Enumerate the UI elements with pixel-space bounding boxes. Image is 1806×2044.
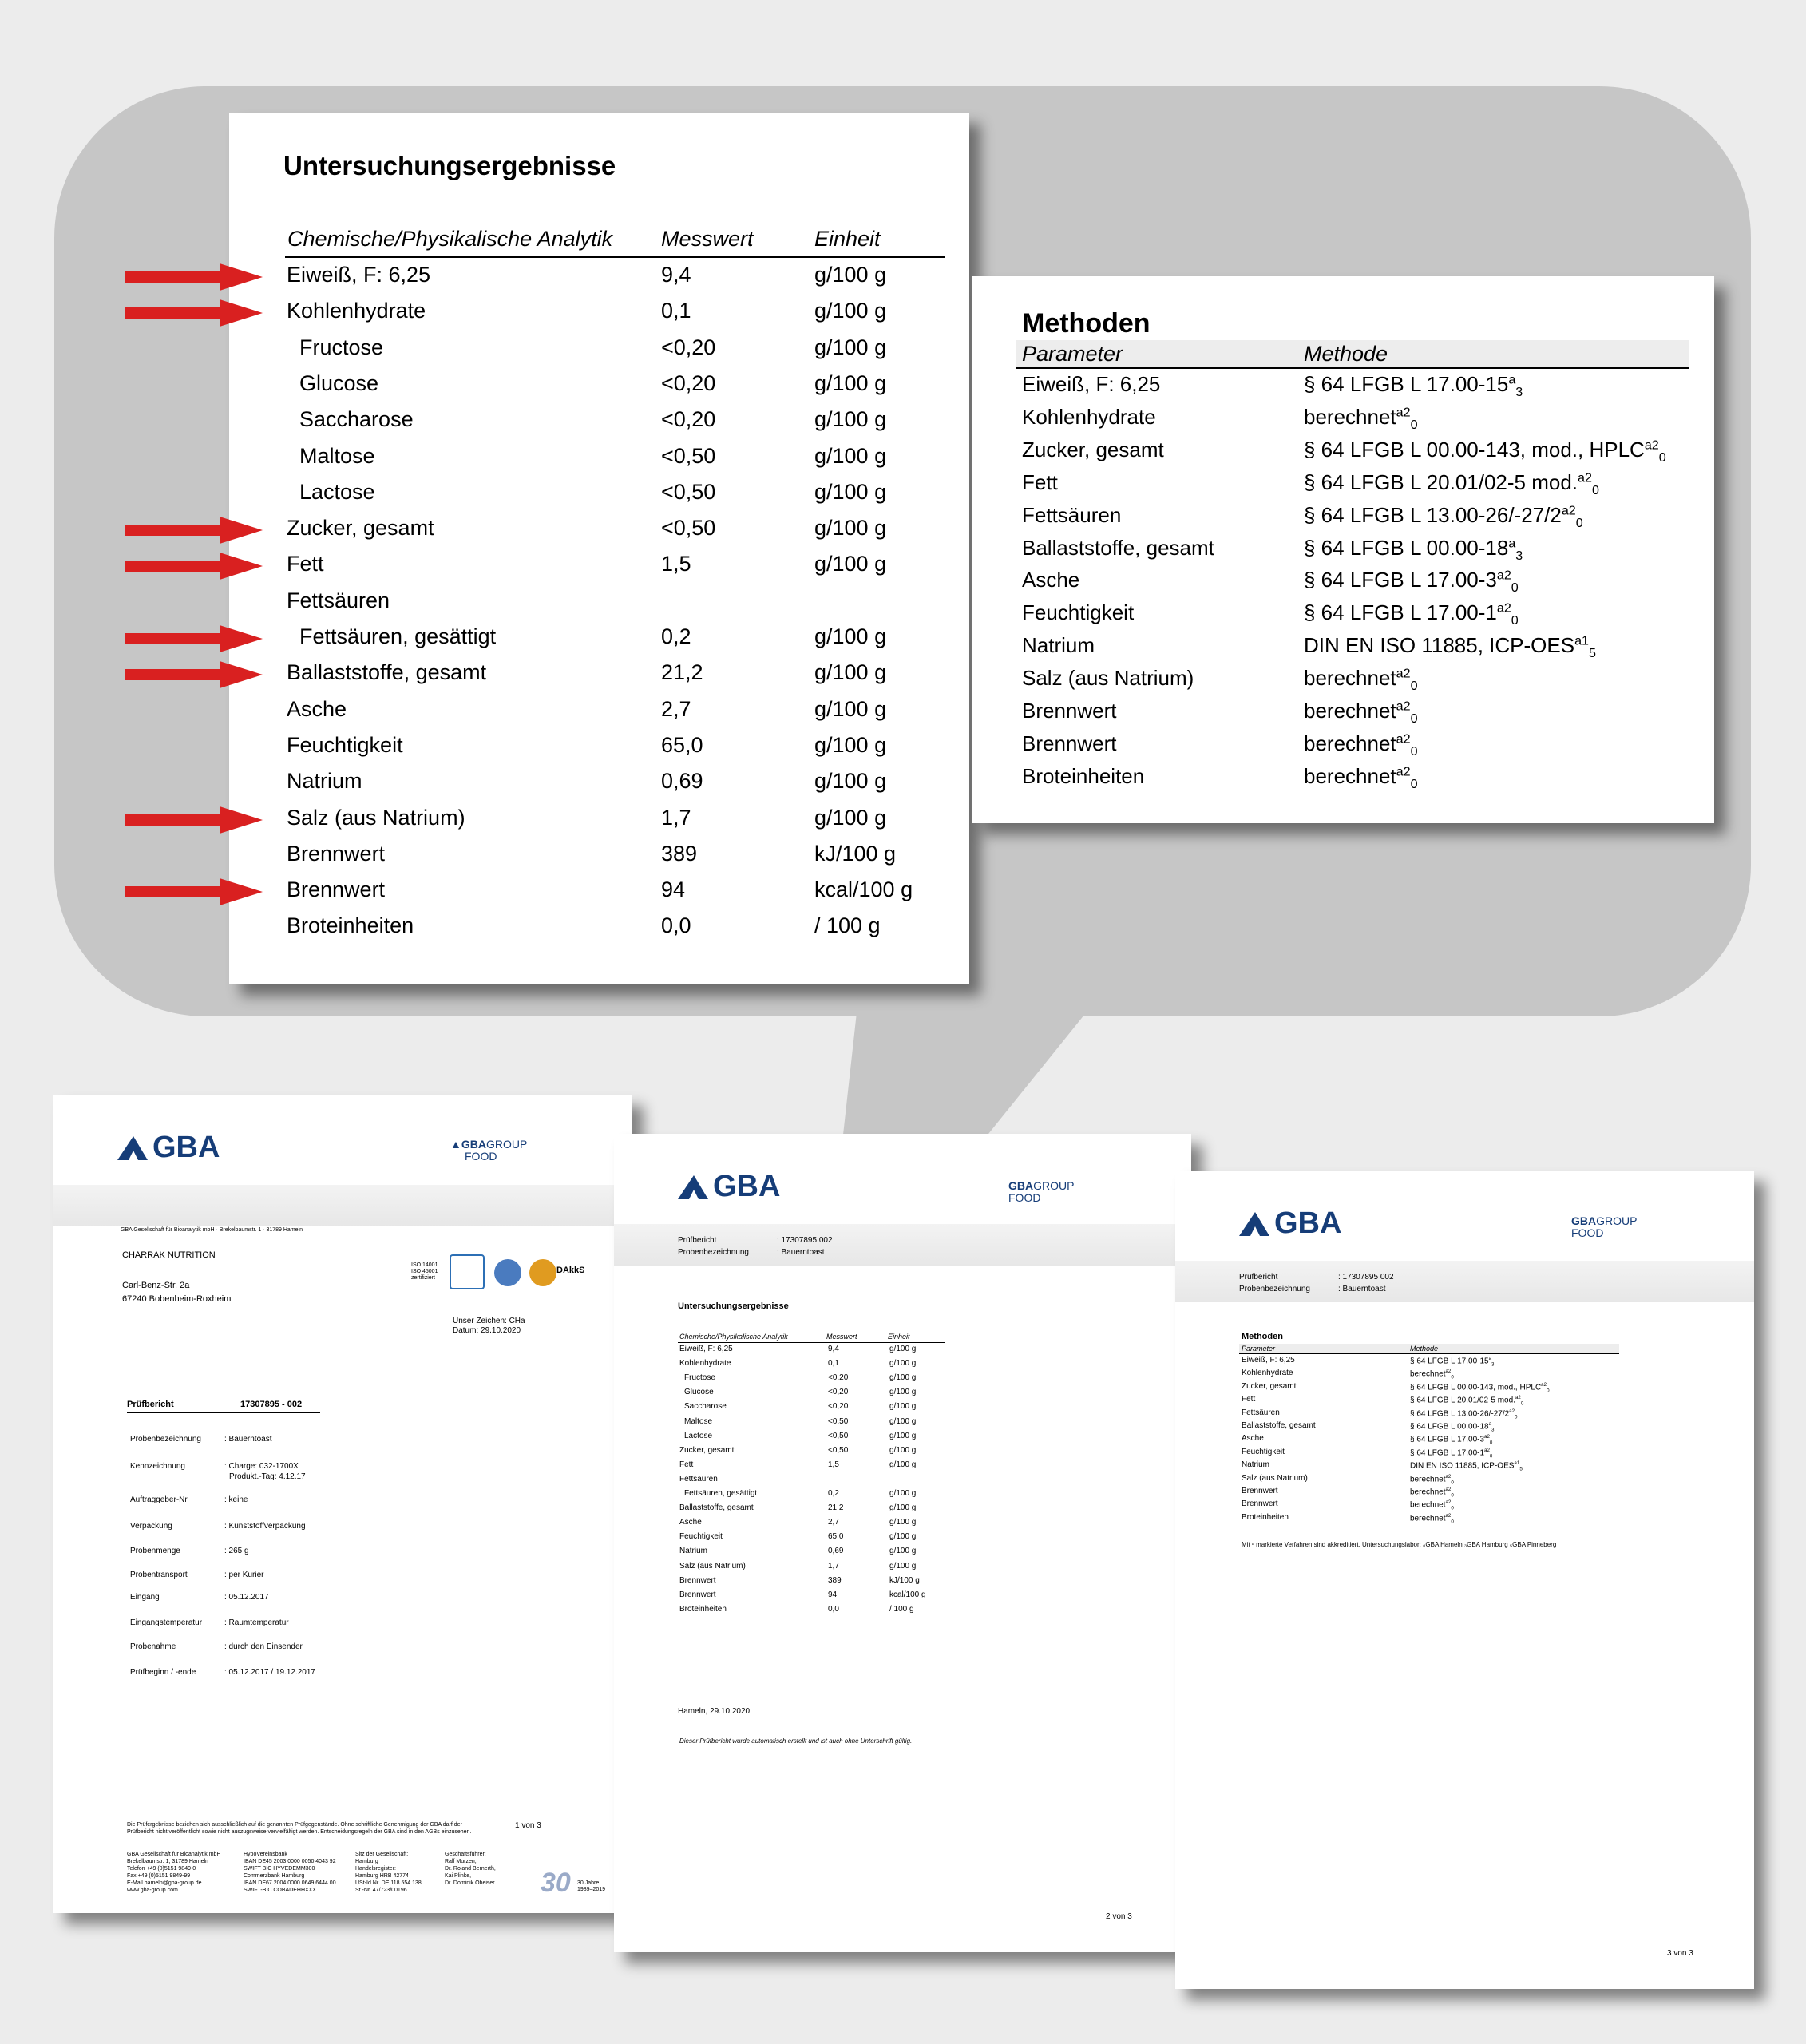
header-band bbox=[53, 1185, 632, 1226]
mini-method-name: berechnet$^{a2}_0$ bbox=[1410, 1512, 1454, 1525]
report-rule bbox=[127, 1412, 320, 1413]
row-parameter: Zucker, gesamt bbox=[287, 516, 434, 541]
row-value: 1,7 bbox=[661, 805, 691, 830]
mini-row-value: 0,0 bbox=[828, 1604, 839, 1614]
method-parameter: Fett bbox=[1022, 469, 1058, 494]
red-arrow-icon bbox=[125, 263, 263, 291]
mini-row-parameter: Broteinheiten bbox=[679, 1604, 727, 1614]
red-arrow-icon bbox=[125, 299, 263, 327]
mini-row-unit: g/100 g bbox=[889, 1532, 917, 1542]
field-label: Eingang bbox=[130, 1593, 160, 1602]
field-label: Verpackung bbox=[130, 1522, 172, 1531]
gba-logo: GBA bbox=[116, 1131, 220, 1165]
row-parameter: Brennwert bbox=[287, 877, 386, 902]
row-parameter: Broteinheiten bbox=[287, 913, 414, 938]
methods-col-param: Parameter bbox=[1022, 342, 1123, 366]
row-unit: g/100 g bbox=[814, 516, 887, 541]
field-label: Probenbezeichnung bbox=[130, 1435, 201, 1444]
mini-method-name: DIN EN ISO 11885, ICP-$OES^{a1}_5$ bbox=[1410, 1460, 1523, 1472]
mini-row-value: 0,1 bbox=[828, 1359, 839, 1369]
recipient-street: Carl-Benz-Str. 2a bbox=[122, 1281, 190, 1290]
row-unit: kJ/100 g bbox=[814, 841, 897, 866]
field-value: : 05.12.2017 / 19.12.2017 bbox=[224, 1668, 315, 1677]
anniversary-text: 30 Jahre 1989–2019 bbox=[577, 1880, 606, 1892]
method-name: berechnet$^{a2}_0$ bbox=[1304, 666, 1418, 694]
mini-methods-col-param: Parameter bbox=[1242, 1345, 1276, 1353]
mini-row-unit: g/100 g bbox=[889, 1518, 917, 1527]
mini-row-unit: kJ/100 g bbox=[889, 1575, 920, 1585]
field-value: : per Kurier bbox=[224, 1571, 264, 1579]
row-parameter: Lactose bbox=[299, 479, 375, 504]
method-parameter: Zucker, gesamt bbox=[1022, 437, 1164, 461]
mini-col-unit: Einheit bbox=[888, 1333, 910, 1341]
mini-methods-rule bbox=[1239, 1353, 1619, 1354]
dakks-text: DAkkS bbox=[556, 1266, 585, 1275]
mini-row-parameter: Natrium bbox=[679, 1547, 708, 1556]
mini-row-unit: / 100 g bbox=[889, 1604, 914, 1614]
mini-row-parameter: Fructose bbox=[684, 1373, 715, 1383]
mini-row-unit: g/100 g bbox=[889, 1547, 917, 1556]
methods-header-rule bbox=[1016, 367, 1689, 369]
red-arrow-icon bbox=[125, 517, 263, 544]
report-number: 17307895 - 002 bbox=[240, 1400, 303, 1409]
method-name: § 64 LFGB L $13.00-26/-27/2^{a2}_0$ bbox=[1304, 502, 1583, 530]
methods-title: Methoden bbox=[1022, 308, 1151, 339]
footer-line: SWIFT-BIC COBADEHHXXX bbox=[244, 1888, 317, 1893]
method-name: § 64 LFGB L $17.00-3^{a2}_0$ bbox=[1304, 568, 1519, 596]
field-label: Auftraggeber-Nr. bbox=[130, 1495, 189, 1504]
mini-row-unit: g/100 g bbox=[889, 1489, 917, 1498]
gba-group-food-logo: GBAGROUP FOOD bbox=[1008, 1179, 1075, 1204]
footer-line: IBAN DE45 2003 0000 0050 4043 92 bbox=[244, 1859, 336, 1864]
row-unit: g/100 g bbox=[814, 660, 887, 685]
row-value: <0,20 bbox=[661, 335, 716, 359]
row-unit: g/100 g bbox=[814, 696, 887, 721]
method-name: berechnet$^{a2}_0$ bbox=[1304, 731, 1418, 759]
mini-method-parameter: Feuchtigkeit bbox=[1242, 1447, 1285, 1456]
gba-triangle-icon bbox=[116, 1135, 149, 1162]
cert-seal-icon bbox=[450, 1254, 485, 1289]
mini-method-parameter: Broteinheiten bbox=[1242, 1512, 1289, 1522]
row-value: 21,2 bbox=[661, 660, 703, 685]
method-parameter: Brennwert bbox=[1022, 731, 1117, 755]
mini-row-value: 2,7 bbox=[828, 1518, 839, 1527]
mini-row-value: 65,0 bbox=[828, 1532, 844, 1542]
mini-row-parameter: Lactose bbox=[684, 1431, 713, 1440]
row-parameter: Asche bbox=[287, 696, 347, 721]
method-parameter: Kohlenhydrate bbox=[1022, 404, 1156, 429]
mini-row-parameter: Glucose bbox=[684, 1388, 714, 1397]
mini-method-name: § 64 LFGB L $13.00-26/-27/2^{a2}_0$ bbox=[1410, 1408, 1518, 1420]
header-band bbox=[614, 1224, 1191, 1266]
row-value: 0,2 bbox=[661, 624, 691, 648]
page-number: 3 von 3 bbox=[1667, 1949, 1693, 1958]
red-arrow-icon bbox=[125, 661, 263, 688]
footer-line: Hamburg bbox=[355, 1859, 378, 1864]
footer-line: Telefon +49 (0)5151 9849-0 bbox=[127, 1866, 196, 1872]
row-parameter: Fructose bbox=[299, 335, 384, 359]
mini-methods-col-method: Methode bbox=[1410, 1345, 1439, 1353]
method-name: § 64 LFGB L $17.00-1^{a2}_0$ bbox=[1304, 600, 1519, 628]
field-value: : Kunststoffverpackung bbox=[224, 1522, 306, 1531]
mini-row-unit: g/100 g bbox=[889, 1503, 917, 1513]
mini-row-value: <0,20 bbox=[828, 1373, 849, 1383]
row-unit: g/100 g bbox=[814, 443, 887, 468]
row-unit: g/100 g bbox=[814, 299, 887, 323]
mini-row-unit: g/100 g bbox=[889, 1445, 917, 1455]
results-zoom-sheet bbox=[229, 113, 969, 984]
method-name: § 64 LFGB L $00.00-18^a_3$ bbox=[1304, 535, 1523, 563]
field-value: : 05.12.2017 bbox=[224, 1593, 269, 1602]
mini-row-value: 21,2 bbox=[828, 1503, 844, 1513]
row-parameter: Fettsäuren, gesättigt bbox=[299, 624, 497, 648]
methods-col-method: Methode bbox=[1304, 342, 1388, 366]
method-parameter: Broteinheiten bbox=[1022, 763, 1145, 788]
mini-row-parameter: Zucker, gesamt bbox=[679, 1445, 735, 1455]
report-page-3 bbox=[1175, 1171, 1754, 1989]
footer-line: Fax +49 (0)5151 9849-99 bbox=[127, 1873, 191, 1879]
row-parameter: Feuchtigkeit bbox=[287, 732, 403, 757]
sample-label: Probenbezeichnung bbox=[1239, 1285, 1310, 1293]
mini-header-rule bbox=[678, 1342, 945, 1343]
footer-line: E-Mail hameln@gba-group.de bbox=[127, 1880, 202, 1886]
red-arrow-icon bbox=[125, 806, 263, 834]
row-unit: kcal/100 g bbox=[814, 877, 913, 902]
row-value: 9,4 bbox=[661, 263, 691, 287]
sample-label: Probenbezeichnung bbox=[678, 1248, 749, 1257]
mini-row-parameter: Saccharose bbox=[684, 1402, 727, 1412]
mini-col-param: Chemische/Physikalische Analytik bbox=[679, 1333, 788, 1341]
report-label: Prüfbericht bbox=[1239, 1273, 1278, 1281]
mini-row-value: <0,20 bbox=[828, 1402, 849, 1412]
mini-row-unit: g/100 g bbox=[889, 1402, 917, 1412]
field-label: Probenmenge bbox=[130, 1547, 180, 1555]
red-arrow-icon bbox=[125, 553, 263, 580]
mini-row-value: <0,20 bbox=[828, 1388, 849, 1397]
row-parameter: Natrium bbox=[287, 769, 362, 794]
mini-row-parameter: Fettsäuren bbox=[679, 1474, 718, 1483]
recipient-city: 67240 Bobenheim-Roxheim bbox=[122, 1294, 232, 1304]
mini-row-parameter: Brennwert bbox=[679, 1575, 716, 1585]
mini-row-value: <0,50 bbox=[828, 1416, 849, 1426]
mini-method-parameter: Brennwert bbox=[1242, 1499, 1278, 1509]
row-value: 65,0 bbox=[661, 732, 703, 757]
mini-row-unit: g/100 g bbox=[889, 1345, 917, 1353]
row-unit: g/100 g bbox=[814, 805, 887, 830]
row-unit: g/100 g bbox=[814, 552, 887, 576]
report-number: : 17307895 002 bbox=[1338, 1273, 1394, 1281]
header-rule bbox=[285, 256, 945, 258]
header-band bbox=[1175, 1261, 1754, 1302]
field-value: : Charge: 032-1700X bbox=[224, 1462, 299, 1471]
row-value: <0,20 bbox=[661, 407, 716, 432]
gba-triangle-icon bbox=[676, 1174, 710, 1201]
footer-line: Kai Plinke, bbox=[445, 1873, 472, 1879]
mini-method-name: § 64 LFGB L $17.00-3^{a2}_0$ bbox=[1410, 1434, 1493, 1446]
gba-triangle-icon bbox=[1238, 1210, 1271, 1238]
method-name: berechnet$^{a2}_0$ bbox=[1304, 763, 1418, 791]
mini-method-parameter: Fett bbox=[1242, 1395, 1256, 1404]
field-label: Probentransport bbox=[130, 1571, 188, 1579]
row-parameter: Eiweiß, F: 6,25 bbox=[287, 263, 431, 287]
footer-line: Dr. Dominik Obeiser bbox=[445, 1880, 495, 1886]
mini-col-value: Messwert bbox=[826, 1333, 857, 1341]
mini-row-unit: g/100 g bbox=[889, 1359, 917, 1369]
footer-line: Handelsregister: bbox=[355, 1866, 396, 1872]
footer-line: Hamburg HRB 42774 bbox=[355, 1873, 409, 1879]
gba-group-food-logo: GBAGROUP FOOD bbox=[1571, 1214, 1638, 1239]
footer-line: Dr. Roland Bernerth, bbox=[445, 1866, 496, 1872]
red-arrow-icon bbox=[125, 625, 263, 652]
report-page-1 bbox=[53, 1095, 632, 1913]
method-parameter: Brennwert bbox=[1022, 699, 1117, 723]
row-value: <0,50 bbox=[661, 479, 716, 504]
row-parameter: Kohlenhydrate bbox=[287, 299, 426, 323]
mini-method-parameter: Brennwert bbox=[1242, 1487, 1278, 1495]
row-parameter: Fett bbox=[287, 552, 324, 576]
mini-method-parameter: Ballaststoffe, gesamt bbox=[1242, 1421, 1316, 1430]
row-parameter: Maltose bbox=[299, 443, 375, 468]
row-unit: g/100 g bbox=[814, 263, 887, 287]
report-label: Prüfbericht bbox=[678, 1236, 717, 1245]
row-parameter: Brennwert bbox=[287, 841, 386, 866]
mini-row-parameter: Maltose bbox=[684, 1416, 713, 1426]
row-value: 0,0 bbox=[661, 913, 691, 938]
page-number: 2 von 3 bbox=[1106, 1912, 1132, 1921]
mini-method-name: berechnet$^{a2}_0$ bbox=[1410, 1473, 1454, 1485]
row-unit: g/100 g bbox=[814, 335, 887, 359]
footer-line: GBA Gesellschaft für Bioanalytik mbH bbox=[127, 1852, 221, 1857]
report-label: Prüfbericht bbox=[127, 1400, 174, 1409]
field-value: : Bauerntoast bbox=[224, 1435, 272, 1444]
page-number: 1 von 3 bbox=[515, 1821, 541, 1830]
mini-row-unit: g/100 g bbox=[889, 1416, 917, 1426]
mini-method-parameter: Eiweiß, F: 6,25 bbox=[1242, 1356, 1295, 1365]
field-value-2: Produkt.-Tag: 4.12.17 bbox=[229, 1472, 306, 1481]
mini-row-value: 9,4 bbox=[828, 1345, 839, 1353]
mini-method-name: § 64 LFGB L $17.00-15^a_3$ bbox=[1410, 1356, 1495, 1368]
row-parameter: Glucose bbox=[299, 370, 379, 395]
accreditation-footnote: Mit ᵃ markierte Verfahren sind akkreditiert. Untersuchungslabor: ₀GBA Hameln ₃GBA Hamburg ₅GBA Pinneberg bbox=[1242, 1541, 1557, 1548]
method-name: § 64 LFGB L 00.00-143, mod., $HPLC^{a2}_0$ bbox=[1304, 437, 1666, 465]
footer-line: SWIFT BIC HYVEDEMM300 bbox=[244, 1866, 315, 1872]
anniversary-logo: 30 bbox=[541, 1868, 571, 1898]
mini-row-unit: kcal/100 g bbox=[889, 1590, 926, 1599]
mini-row-value: 1,5 bbox=[828, 1460, 839, 1469]
method-parameter: Natrium bbox=[1022, 633, 1095, 658]
row-unit: g/100 g bbox=[814, 769, 887, 794]
method-name: berechnet$^{a2}_0$ bbox=[1304, 699, 1418, 727]
sample-value: : Bauerntoast bbox=[777, 1248, 825, 1257]
methods-zoom-sheet bbox=[972, 276, 1714, 823]
mini-method-parameter: Zucker, gesamt bbox=[1242, 1381, 1297, 1391]
gba-logo: GBA bbox=[676, 1170, 780, 1204]
mini-method-parameter: Fettsäuren bbox=[1242, 1408, 1280, 1417]
field-label: Prüfbeginn / -ende bbox=[130, 1668, 196, 1677]
method-parameter: Feuchtigkeit bbox=[1022, 600, 1135, 625]
ref-date: Datum: 29.10.2020 bbox=[453, 1326, 521, 1335]
mini-results-title: Untersuchungsergebnisse bbox=[678, 1301, 789, 1311]
footer-line: St.-Nr. 47/723/00196 bbox=[355, 1888, 407, 1893]
mini-row-parameter: Feuchtigkeit bbox=[679, 1532, 723, 1542]
row-value: 0,1 bbox=[661, 299, 691, 323]
row-value: <0,50 bbox=[661, 443, 716, 468]
mini-row-value: 94 bbox=[828, 1590, 838, 1599]
recipient-name: CHARRAK NUTRITION bbox=[122, 1250, 216, 1260]
col-header-unit: Einheit bbox=[814, 227, 881, 251]
row-unit: g/100 g bbox=[814, 370, 887, 395]
mini-methods-title: Methoden bbox=[1242, 1332, 1283, 1341]
row-unit: g/100 g bbox=[814, 624, 887, 648]
mini-row-unit: g/100 g bbox=[889, 1373, 917, 1383]
mini-row-parameter: Fett bbox=[679, 1460, 694, 1469]
mini-method-parameter: Natrium bbox=[1242, 1460, 1270, 1470]
row-value: 94 bbox=[661, 877, 686, 902]
row-parameter: Saccharose bbox=[299, 407, 414, 432]
method-name: berechnet$^{a2}_0$ bbox=[1304, 404, 1418, 433]
footer-line: www.gba-group.com bbox=[127, 1888, 178, 1893]
mini-row-value: 1,7 bbox=[828, 1561, 839, 1571]
accreditation-seal-icon bbox=[494, 1259, 521, 1286]
field-label: Eingangstemperatur bbox=[130, 1618, 203, 1627]
footer-line: Sitz der Gesellschaft: bbox=[355, 1852, 409, 1857]
row-value: 2,7 bbox=[661, 696, 691, 721]
row-unit: g/100 g bbox=[814, 732, 887, 757]
row-parameter: Salz (aus Natrium) bbox=[287, 805, 465, 830]
cert-text: ISO 14001 ISO 45001 zertifiziert bbox=[411, 1262, 438, 1281]
red-arrow-icon bbox=[125, 878, 263, 905]
legal-note: Die Prüfergebnisse beziehen sich ausschließlich auf die genannten Prüfgegenstände. Ohne schriftliche Genehmigung der GBA darf der Prüfbericht nicht veröffentlicht sowie nicht auszugsweise vervielfältigt werden. Entscheidungsregeln der GBA sind in den AGBs einzusehen. bbox=[127, 1822, 472, 1835]
method-parameter: Ballaststoffe, gesamt bbox=[1022, 535, 1214, 560]
mini-row-unit: g/100 g bbox=[889, 1460, 917, 1469]
row-value: 389 bbox=[661, 841, 698, 866]
ref-sign: Unser Zeichen: CHa bbox=[453, 1317, 525, 1325]
method-parameter: Salz (aus Natrium) bbox=[1022, 666, 1194, 691]
mini-method-parameter: Salz (aus Natrium) bbox=[1242, 1473, 1308, 1483]
mini-row-parameter: Salz (aus Natrium) bbox=[679, 1561, 746, 1571]
field-value: : durch den Einsender bbox=[224, 1642, 303, 1651]
mini-method-name: § 64 LFGB L $00.00-18^a_3$ bbox=[1410, 1421, 1495, 1433]
row-unit: g/100 g bbox=[814, 479, 887, 504]
mini-row-parameter: Ballaststoffe, gesamt bbox=[679, 1503, 754, 1513]
row-unit: / 100 g bbox=[814, 913, 881, 938]
row-parameter: Fettsäuren bbox=[287, 588, 390, 612]
mini-row-value: <0,50 bbox=[828, 1431, 849, 1440]
method-parameter: Fettsäuren bbox=[1022, 502, 1122, 527]
field-value: : 265 g bbox=[224, 1547, 249, 1555]
col-header-value: Messwert bbox=[661, 227, 754, 251]
report-number: : 17307895 002 bbox=[777, 1236, 833, 1245]
place-date: Hameln, 29.10.2020 bbox=[678, 1707, 751, 1716]
mini-row-parameter: Eiweiß, F: 6,25 bbox=[679, 1345, 733, 1353]
sample-value: : Bauerntoast bbox=[1338, 1285, 1386, 1293]
method-name: § 64 LFGB L 20.01/02-5 mod.$^{a2}_0$ bbox=[1304, 469, 1599, 497]
method-name: DIN EN ISO 11885, ICP-$OES^{a1}_5$ bbox=[1304, 633, 1596, 661]
mini-row-parameter: Brennwert bbox=[679, 1590, 716, 1599]
mini-row-unit: g/100 g bbox=[889, 1431, 917, 1440]
results-title: Untersuchungsergebnisse bbox=[283, 151, 616, 180]
mini-row-parameter: Asche bbox=[679, 1518, 702, 1527]
mini-method-name: § 64 LFGB L 20.01/02-5 mod.$^{a2}_0$ bbox=[1410, 1395, 1524, 1407]
footer-line: HypoVereinsbank bbox=[244, 1852, 287, 1857]
row-unit: g/100 g bbox=[814, 407, 887, 432]
row-parameter: Ballaststoffe, gesamt bbox=[287, 660, 487, 685]
field-value: : keine bbox=[224, 1495, 248, 1504]
gba-group-food-logo: ▲GBAGROUP FOOD bbox=[450, 1138, 528, 1163]
row-value: 1,5 bbox=[661, 552, 691, 576]
auto-note: Dieser Prüfbericht wurde automatisch erstellt und ist auch ohne Unterschrift gültig. bbox=[679, 1737, 913, 1745]
footer-line: Brekelbaumstr. 1, 31789 Hameln bbox=[127, 1859, 208, 1864]
sender-line: GBA Gesellschaft für Bioanalytik mbH · Brekelbaumstr. 1 · 31789 Hameln bbox=[121, 1227, 303, 1233]
row-value: 0,69 bbox=[661, 769, 703, 794]
mini-row-value: 0,69 bbox=[828, 1547, 844, 1556]
footer-line: USt-Id.Nr. DE 118 554 138 bbox=[355, 1880, 422, 1886]
report-page-2 bbox=[614, 1134, 1191, 1952]
mini-row-unit: g/100 g bbox=[889, 1561, 917, 1571]
footer-line: IBAN DE67 2004 0000 0649 6444 00 bbox=[244, 1880, 336, 1886]
dakks-logo-icon bbox=[529, 1259, 556, 1286]
field-value: : Raumtemperatur bbox=[224, 1618, 289, 1627]
field-label: Probenahme bbox=[130, 1642, 176, 1651]
field-label: Kennzeichnung bbox=[130, 1462, 185, 1471]
mini-method-name: § 64 LFGB L 00.00-143, mod., $HPLC^{a2}_0$ bbox=[1410, 1381, 1550, 1394]
method-parameter: Eiweiß, F: 6,25 bbox=[1022, 372, 1161, 396]
mini-row-value: 389 bbox=[828, 1575, 842, 1585]
mini-row-parameter: Fettsäuren, gesättigt bbox=[684, 1489, 758, 1498]
mini-method-name: berechnet$^{a2}_0$ bbox=[1410, 1369, 1454, 1380]
mini-method-name: berechnet$^{a2}_0$ bbox=[1410, 1499, 1454, 1511]
row-value: <0,20 bbox=[661, 370, 716, 395]
row-value: <0,50 bbox=[661, 516, 716, 541]
mini-method-parameter: Asche bbox=[1242, 1434, 1264, 1444]
mini-method-name: § 64 LFGB L $17.00-1^{a2}_0$ bbox=[1410, 1447, 1493, 1460]
mini-row-parameter: Kohlenhydrate bbox=[679, 1359, 731, 1369]
gba-logo: GBA bbox=[1238, 1206, 1341, 1241]
footer-line: Commerzbank Hamburg bbox=[244, 1873, 305, 1879]
footer-line: Geschäftsführer: bbox=[445, 1852, 486, 1857]
method-name: § 64 LFGB L $17.00-15^a_3$ bbox=[1304, 372, 1523, 400]
mini-method-parameter: Kohlenhydrate bbox=[1242, 1369, 1293, 1378]
mini-row-value: 0,2 bbox=[828, 1489, 839, 1498]
mini-method-name: berechnet$^{a2}_0$ bbox=[1410, 1487, 1454, 1499]
method-parameter: Asche bbox=[1022, 568, 1080, 592]
col-header-param: Chemische/Physikalische Analytik bbox=[287, 227, 613, 251]
footer-line: Ralf Murzen, bbox=[445, 1859, 477, 1864]
mini-row-value: <0,50 bbox=[828, 1445, 849, 1455]
mini-row-unit: g/100 g bbox=[889, 1388, 917, 1397]
